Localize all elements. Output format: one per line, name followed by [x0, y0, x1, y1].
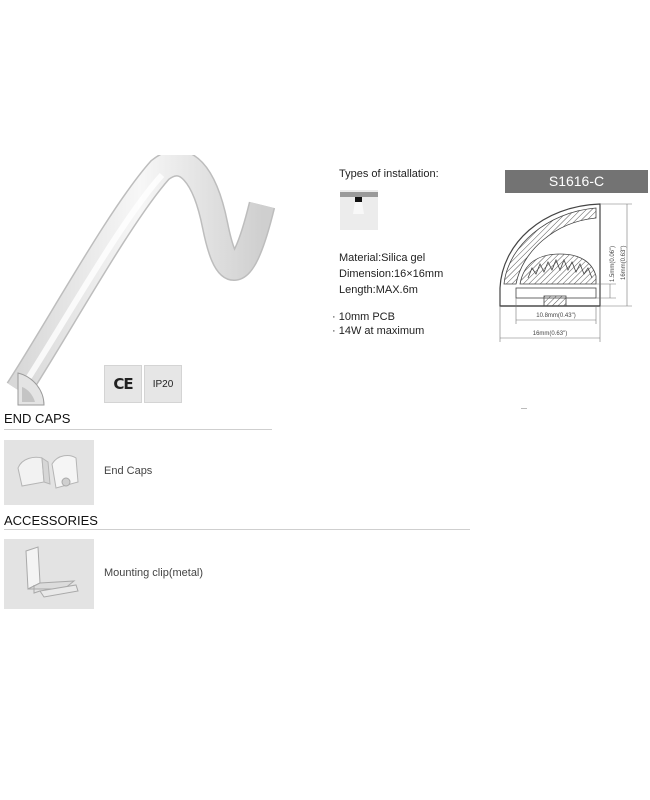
installation-types-label: Types of installation:	[339, 168, 439, 180]
ip-text: IP20	[152, 378, 174, 390]
end-caps-image	[4, 440, 94, 505]
ce-text: CE	[113, 375, 133, 393]
dim-width-label: 16mm(0.63")	[532, 331, 568, 337]
feature-pcb: · 10mm PCB	[332, 311, 395, 323]
divider-mark	[521, 408, 527, 409]
dim-inner-width-label: 10.8mm(0.43")	[536, 313, 576, 319]
surface-mount-installation-icon	[340, 190, 378, 230]
end-caps-label: End Caps	[104, 465, 153, 477]
mounting-clip-image	[4, 539, 94, 609]
accessories-divider	[4, 529, 470, 530]
mounting-clip-label: Mounting clip(metal)	[104, 567, 204, 579]
dim-height-label: 16mm(0.63")	[621, 245, 627, 280]
profile-dimension-diagram	[492, 196, 648, 348]
accessories-section-title: ACCESSORIES	[4, 513, 98, 528]
spec-dimension: Dimension:16×16mm	[339, 268, 444, 280]
end-caps-section-title: END CAPS	[4, 411, 71, 426]
spec-length: Length:MAX.6m	[339, 284, 418, 296]
model-number-badge: S1616-C	[505, 170, 648, 193]
spec-material: Material:Silica gel	[339, 252, 426, 264]
ip20-rating-badge	[144, 365, 182, 403]
ce-certification-badge	[104, 365, 142, 403]
dim-thickness-label: 1.5mm(0.06")	[610, 245, 616, 282]
end-caps-divider	[4, 429, 272, 430]
feature-power: · 14W at maximum	[332, 325, 425, 337]
